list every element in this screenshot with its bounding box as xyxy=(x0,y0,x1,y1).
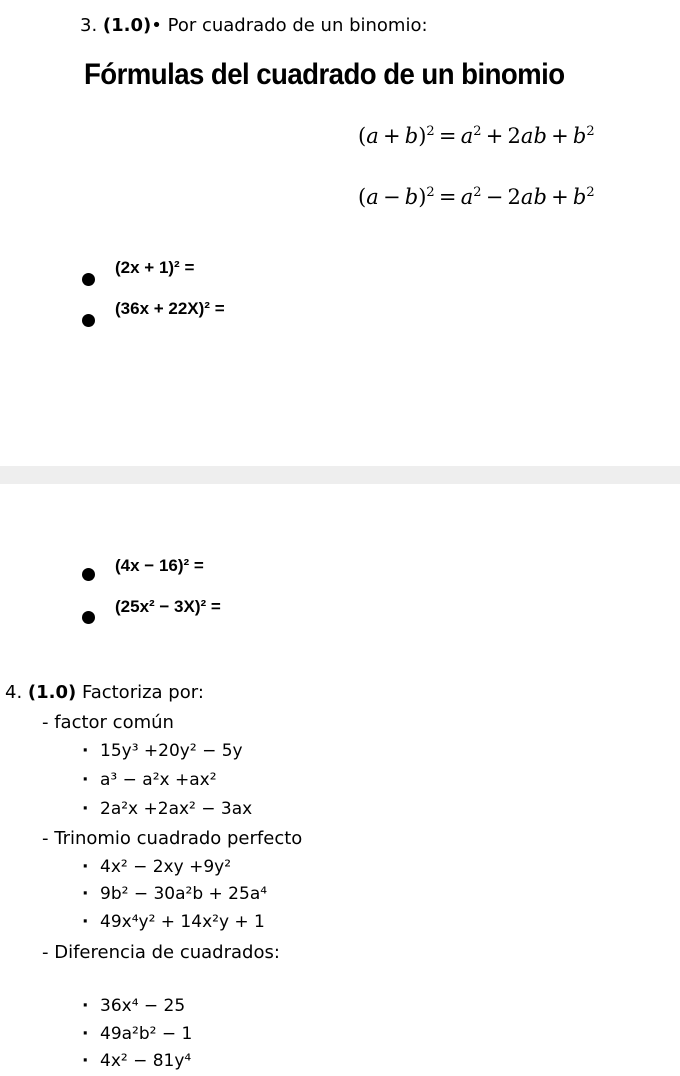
bullet-icon xyxy=(82,314,95,327)
question-3-bullet: • xyxy=(151,15,162,36)
section-label: - Diferencia de cuadrados: xyxy=(42,942,280,963)
item-text: 9b² − 30a²b + 25a⁴ xyxy=(100,884,268,904)
list-item xyxy=(82,799,252,819)
question-3-points: (1.0) xyxy=(102,15,152,36)
question-4-text: Factoriza por: xyxy=(82,682,204,703)
bullet-icon: · xyxy=(82,1051,89,1071)
section-label: - factor común xyxy=(42,712,174,733)
section-label: - Trinomio cuadrado perfecto xyxy=(42,828,303,849)
list-item xyxy=(82,912,265,932)
bullet-icon: · xyxy=(82,1024,89,1044)
bullet-icon: · xyxy=(82,770,89,790)
question-3-number: 3. xyxy=(80,15,98,36)
bullet-icon: · xyxy=(82,857,89,877)
bullet-icon xyxy=(82,568,95,581)
bullet-icon xyxy=(82,273,95,286)
list-item xyxy=(82,857,231,877)
page-divider xyxy=(0,466,680,484)
exercise-item: (25x² − 3X)² = xyxy=(115,597,221,616)
item-text: 36x⁴ − 25 xyxy=(100,996,186,1016)
item-text: 49a²b² − 1 xyxy=(100,1024,193,1044)
formula-difference-square: $(a - b)^2 = a^2 - 2ab + b^2$ xyxy=(358,185,595,209)
item-text: a³ − a²x +ax² xyxy=(100,770,217,790)
item-text: 49x⁴y² + 14x²y + 1 xyxy=(100,912,265,932)
formula-image-title: Fórmulas del cuadrado de un binomio xyxy=(84,58,565,91)
question-3-header xyxy=(80,15,428,36)
item-text: 15y³ +20y² − 5y xyxy=(100,741,243,761)
item-text: 2a²x +2ax² − 3ax xyxy=(100,799,253,819)
formula-sum-square: $(a + b)^2 = a^2 + 2ab + b^2$ xyxy=(358,124,595,148)
exercise-item: (4x − 16)² = xyxy=(115,556,204,575)
question-3-text: Por cuadrado de un binomio: xyxy=(167,15,428,36)
list-item xyxy=(82,1051,191,1071)
question-4-points: (1.0) xyxy=(27,682,77,703)
list-item xyxy=(82,884,267,904)
bullet-icon: · xyxy=(82,996,89,1016)
bullet-icon: · xyxy=(82,799,89,819)
question-4-header xyxy=(5,682,204,703)
item-text: 4x² − 81y⁴ xyxy=(100,1051,192,1071)
bullet-icon: · xyxy=(82,912,89,932)
list-item xyxy=(82,741,243,761)
exercise-item: (2x + 1)² = xyxy=(115,258,195,277)
bullet-icon: · xyxy=(82,741,89,761)
list-item xyxy=(82,1024,192,1044)
list-item xyxy=(82,770,217,790)
bullet-icon xyxy=(82,611,95,624)
bullet-icon: · xyxy=(82,884,89,904)
question-4-number: 4. xyxy=(5,682,23,703)
exercise-item: (36x + 22X)² = xyxy=(115,299,225,318)
item-text: 4x² − 2xy +9y² xyxy=(100,857,232,877)
list-item xyxy=(82,996,185,1016)
